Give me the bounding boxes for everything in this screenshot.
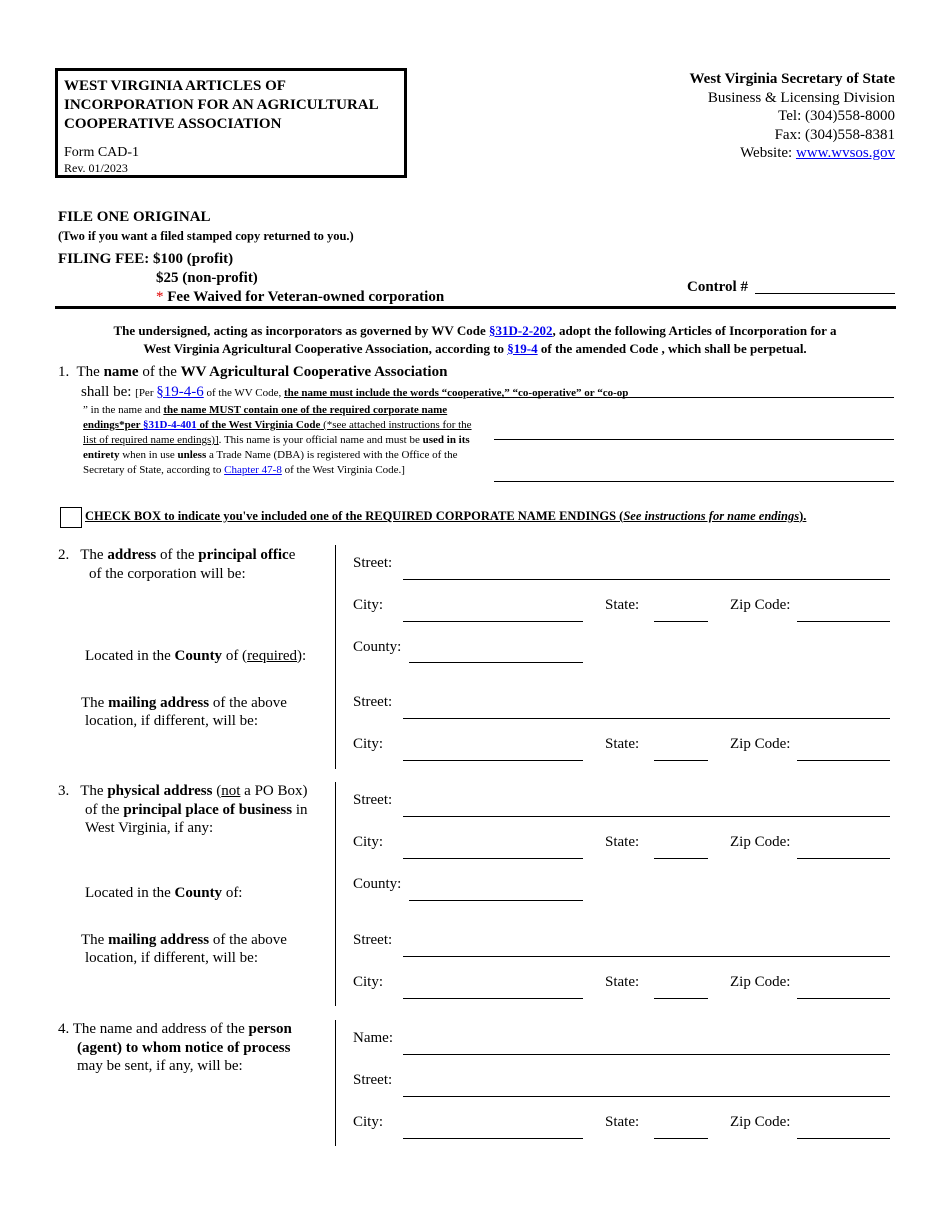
file-one-note: (Two if you want a filed stamped copy returned to you.) (58, 229, 354, 243)
section-2-mailing-label-2: location, if different, will be: (85, 713, 259, 729)
control-number-label: Control # (687, 279, 748, 295)
form-title: WEST VIRGINIA ARTICLES OF INCORPORATION FOR AN AGRICULTURAL COOPERATIVE ASSOCIATION (64, 78, 378, 132)
s2-principal: principal offic (198, 547, 289, 563)
s2-mail-zip-label: Zip Code: (730, 736, 791, 752)
s2-t: e (288, 547, 296, 563)
s2-t: Located in the (85, 648, 175, 664)
s1-when: when in use (119, 449, 178, 461)
name-ending-checkbox[interactable] (60, 507, 82, 528)
s2-street-label: Street: (353, 555, 393, 571)
s4-street-label: Street: (353, 1072, 393, 1088)
s3-mail-state-label: State: (605, 974, 640, 990)
s1-see-attached: (*see attached instructions for the list of required name endings)] (83, 419, 472, 446)
section-4-heading (58, 1020, 292, 1039)
s1-must-include: the name must include the words “cooperative,” “co-operative” or “co-op (283, 387, 629, 399)
s1-name-must: the name MUST contain one of the required corporate name endings*per (83, 404, 448, 431)
s1-wv-code: of the WV Code, (203, 387, 284, 399)
s3-t: ( (212, 783, 222, 799)
fee-profit: : $100 (profit) (144, 251, 234, 267)
sos-website (689, 144, 895, 163)
control-number-field[interactable] (755, 293, 895, 294)
website-link[interactable]: www.wvsos.gov (795, 145, 895, 161)
sos-tel: Tel: (304)558-8000 (778, 108, 895, 124)
section-1-number: 1. (58, 364, 70, 380)
s3-street-label: Street: (353, 792, 393, 808)
s2-city-field[interactable] (403, 621, 583, 622)
s3-mail-zip-field[interactable] (797, 998, 890, 999)
corp-name-field-line-1[interactable] (494, 397, 894, 398)
checkbox-text: CHECK BOX to indicate you've included one of the REQUIRED CORPORATE NAME ENDINGS ( (85, 509, 624, 523)
s1-unless: unless (177, 449, 207, 461)
s1-dba: a Trade Name (DBA) is registered with the Office of the Secretary of State, according to (83, 449, 458, 476)
s2-state-label: State: (605, 597, 640, 613)
s3-mail-zip-label: Zip Code: (730, 974, 791, 990)
s4-name-label: Name: (353, 1030, 393, 1046)
s2-address: address (107, 547, 157, 563)
s4-city-label: City: (353, 1114, 384, 1130)
section-3-number: 3. (58, 783, 70, 799)
file-one-original: FILE ONE ORIGINAL (58, 209, 211, 225)
s4-name-field[interactable] (403, 1054, 890, 1055)
section-1-heading (58, 364, 447, 381)
section-3-mailing-label (81, 931, 287, 950)
s2-t: The (80, 547, 108, 563)
sos-title: West Virginia Secretary of State (689, 71, 895, 87)
fee-veteran-text: Fee Waived for Veteran-owned corporation (163, 289, 445, 305)
s3-t: The (81, 932, 109, 948)
corp-name-field-line-2[interactable] (494, 439, 894, 440)
s2-mail-zip-field[interactable] (797, 760, 890, 761)
s4-street-field[interactable] (403, 1096, 890, 1097)
s3-mailing: mailing address (108, 932, 210, 948)
s3-city-label: City: (353, 834, 384, 850)
s2-mail-street-field[interactable] (403, 718, 890, 719)
fee-nonprofit: $25 (non-profit) (156, 270, 258, 286)
checkbox-italic: See instructions for name endings (623, 509, 800, 523)
s2-county-field[interactable] (409, 662, 583, 663)
s3-state-field[interactable] (654, 858, 708, 859)
s2-zip-field[interactable] (797, 621, 890, 622)
intro-text-1: The undersigned, acting as incorporators as governed by WV Code (113, 323, 489, 338)
filing-fee-profit (58, 251, 233, 268)
s4-zip-field[interactable] (797, 1138, 890, 1139)
s3-t: of the (85, 802, 124, 818)
s2-t: ): (297, 648, 307, 664)
code-link-chapter-47-8[interactable]: Chapter 47-8 (224, 464, 282, 476)
section-2-heading (58, 546, 295, 565)
s4-state-field[interactable] (654, 1138, 708, 1139)
sos-division: Business & Licensing Division (707, 89, 895, 106)
s3-street-field[interactable] (403, 816, 890, 817)
sos-contact-block (689, 70, 895, 163)
s1-text: of the (138, 364, 181, 380)
s3-mail-city-label: City: (353, 974, 384, 990)
checkbox-label (85, 509, 806, 524)
s3-state-label: State: (605, 834, 640, 850)
s3-physical: physical address (107, 783, 213, 799)
section-2-mailing-label (81, 694, 287, 713)
s2-mailing: mailing address (108, 695, 210, 711)
s3-t: of the above (209, 932, 287, 948)
website-label: Website: (740, 145, 796, 161)
section-2-county-label (85, 647, 306, 666)
s1-wv-code2: of the West Virginia Code (196, 419, 321, 431)
s3-mail-street-label: Street: (353, 932, 393, 948)
intro-text-3: West Virginia Agricultural Cooperative Association, according to (143, 341, 508, 356)
s1-assoc: WV Agricultural Cooperative Association (180, 364, 448, 380)
s1-official: . This name is your official name and must be (218, 434, 423, 446)
section-4-number: 4. (58, 1021, 70, 1037)
s3-t: of: (222, 885, 243, 901)
s2-county-label: County: (353, 639, 402, 655)
code-link-31d-4-401[interactable]: §31D-4-401 (143, 419, 197, 431)
s3-mail-state-field[interactable] (654, 998, 708, 999)
corp-name-field-line-3[interactable] (494, 481, 894, 482)
s3-t: The (80, 783, 108, 799)
intro-text-4: of the amended Code , which shall be perpetual. (537, 341, 807, 356)
asterisk: * (156, 289, 164, 305)
form-number: Form CAD-1 (64, 145, 140, 160)
s2-t: of ( (222, 648, 248, 664)
fee-veteran-waiver (156, 289, 444, 306)
section-2-divider (335, 545, 336, 769)
s2-city-label: City: (353, 597, 384, 613)
code-link-31d-2-202[interactable]: §31D-2-202 (488, 323, 553, 338)
s2-mail-city-label: City: (353, 736, 384, 752)
s2-street-field[interactable] (403, 579, 890, 580)
s1-end: of the West Virginia Code.] (281, 464, 405, 476)
s1-per: [Per (135, 387, 157, 399)
checkbox-end: ). (799, 509, 807, 523)
section-3-mailing-label-2: location, if different, will be: (85, 950, 259, 966)
header-divider (55, 306, 896, 309)
s3-mail-street-field[interactable] (403, 956, 890, 957)
section-1-instructions (83, 403, 483, 478)
s4-city-field[interactable] (403, 1138, 583, 1139)
code-link-19-4-6[interactable]: §19-4-6 (156, 384, 204, 400)
s4-zip-label: Zip Code: (730, 1114, 791, 1130)
code-link-19-4[interactable]: §19-4 (507, 341, 538, 356)
s3-county-field[interactable] (409, 900, 583, 901)
s4-person: person (248, 1021, 292, 1037)
s2-mail-state-field[interactable] (654, 760, 708, 761)
sos-fax: Fax: (304)558-8381 (774, 126, 895, 143)
section-2-line-2: of the corporation will be: (89, 566, 246, 582)
s2-county: County (174, 648, 223, 664)
s2-state-field[interactable] (654, 621, 708, 622)
s2-mail-city-field[interactable] (403, 760, 583, 761)
s2-required: required (247, 648, 298, 664)
s2-mail-street-label: Street: (353, 694, 393, 710)
section-4-line-2: (agent) to whom notice of process (77, 1040, 291, 1056)
intro-paragraph (70, 322, 880, 358)
section-3-divider (335, 782, 336, 1006)
s2-t: of the above (209, 695, 287, 711)
s3-mail-city-field[interactable] (403, 998, 583, 999)
s3-county: County (174, 885, 223, 901)
s3-not: not (221, 783, 241, 799)
s1-name-word: name (103, 364, 139, 380)
s3-t: Located in the (85, 885, 175, 901)
filing-fee-label: FILING FEE (58, 251, 145, 267)
s3-county-label: County: (353, 876, 402, 892)
s2-t: of the (156, 547, 199, 563)
section-3-line-2 (85, 801, 308, 820)
section-3-county-label (85, 884, 242, 903)
section-4-line-3: may be sent, if any, will be: (77, 1058, 243, 1074)
s3-city-field[interactable] (403, 858, 583, 859)
section-2-number: 2. (58, 547, 70, 563)
section-4-divider (335, 1020, 336, 1146)
form-revision: Rev. 01/2023 (64, 161, 128, 175)
section-3-line-3: West Virginia, if any: (85, 820, 214, 836)
section-3-heading (58, 782, 308, 801)
section-1-shall-be (81, 384, 628, 401)
s3-principal: principal place of business (123, 802, 293, 818)
s4-t: The name and address of the (72, 1021, 249, 1037)
s3-t: in (292, 802, 308, 818)
s2-zip-label: Zip Code: (730, 597, 791, 613)
intro-text-2: , adopt the following Articles of Incorporation for a (552, 323, 837, 338)
s3-t: a PO Box) (240, 783, 308, 799)
form-title-box (55, 68, 407, 178)
s1-used-in: used in its entirety (83, 434, 470, 461)
s2-t: The (81, 695, 109, 711)
s3-zip-field[interactable] (797, 858, 890, 859)
s4-state-label: State: (605, 1114, 640, 1130)
s1-text: The (76, 364, 104, 380)
s3-zip-label: Zip Code: (730, 834, 791, 850)
s2-mail-state-label: State: (605, 736, 640, 752)
s1-shall-be: shall be: (81, 384, 136, 400)
s1-in-name: ” in the name and (83, 404, 164, 416)
